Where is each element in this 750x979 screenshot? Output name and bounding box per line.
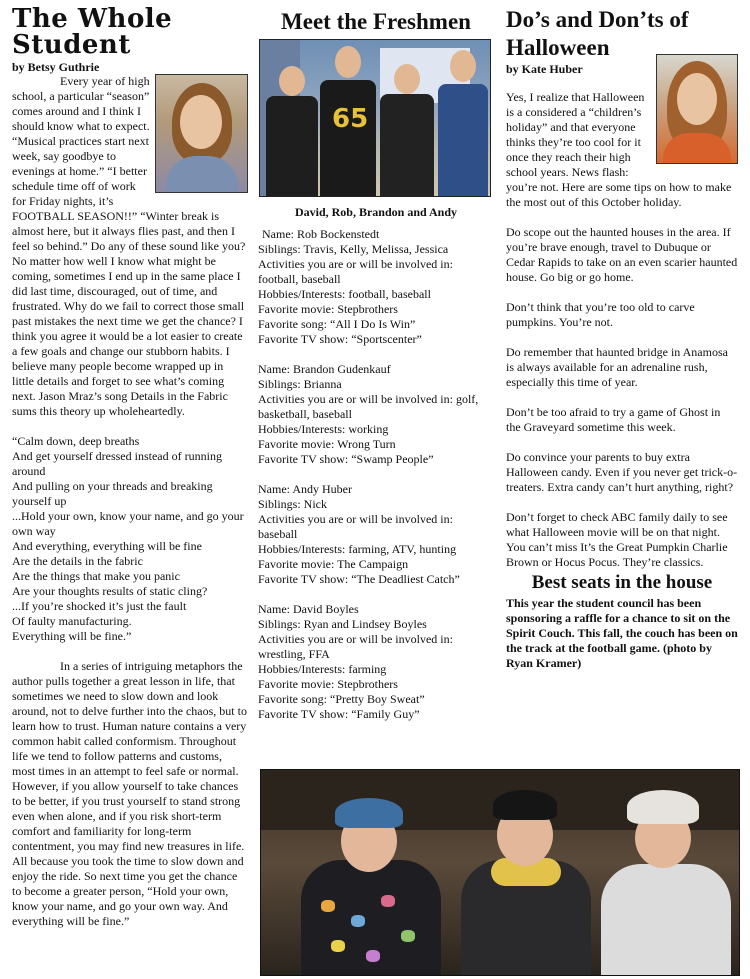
headline-freshmen: Meet the Freshmen [281, 9, 471, 34]
tip: Don’t forget to check ABC family daily to see what Halloween movie will be on that night. You can’t miss It’s the Great Pumpkin Charlie Brown or Hocus Pocus. They’re classics. [506, 510, 728, 569]
photo-betsy-guthrie [155, 74, 248, 193]
box-title-best-seats: Best seats in the house [531, 572, 713, 593]
profile-andy: Name: Andy Huber Siblings: Nick Activities you are or will be involved in: baseball Hobbies/Interests: farming, ATV, hunting Favorite movie: The Campaign Favorite TV show: “The Deadliest Catch” [258, 482, 460, 586]
profile-rob: Name: Rob Bockenstedt Siblings: Travis, Kelly, Melissa, Jessica Activities you are or will be involved in: football, baseball Hobbies/Interests: football, baseball Favorite movie: Stepbrothers Favorite song: “All I Do Is Win” Favorite TV show: “Sportscenter” [258, 227, 453, 346]
lyric-line: ...Hold your own, know your name, and go your own way [12, 509, 244, 538]
lyric-line: And pulling on your threads and breaking yourself up [12, 479, 213, 508]
tip: Don’t be too afraid to try a game of Ghost in the Graveyard sometime this week. [506, 405, 721, 434]
photo-caption-freshmen: David, Rob, Brandon and Andy [294, 205, 458, 219]
byline-betsy: by Betsy Guthrie [12, 60, 100, 74]
photo-spirit-couch [260, 769, 740, 976]
paragraph: In a series of intriguing metaphors the author pulls together a great lesson in life, that sometimes we need to slow down and look around, not to delve further into the chaos, but to learn how to trust. Human nature contains a very common habit called conformism. Throughout life we tend to follow patterns and customs, most times in an attempt to feel safe or normal. However, if you allow yourself to take chances to be better, if you trust yourself to stand strong even when alone, and if you risk short-term comfort and familiarity for long-term contentment, you may find new treasures in life. All because you took the time to slow down and enjoy the ride. So next time you get the chance to become a greater person, “Hold your own, know your name, and go your own way. And everything will be fine.” [12, 659, 247, 928]
tip: Do remember that haunted bridge in Anamosa is always available for an adrenaline rush, especially this time of year. [506, 345, 728, 389]
article-halloween [506, 0, 738, 671]
tip: Do scope out the haunted houses in the area. If you’re brave enough, travel to Dubuque or Cedar Rapids to take on an even scarier haunted house. Go big or go home. [506, 225, 738, 284]
jersey-number: 65 [332, 104, 369, 134]
song-lyrics [12, 434, 248, 644]
article-whole-student [12, 0, 248, 929]
headline-halloween: Do’s and Don’ts of Halloween [506, 7, 689, 60]
article-freshmen [258, 0, 494, 722]
box-caption-spirit-couch: This year the student council has been sponsoring a raffle for a chance to sit on the Spirit Couch. This fall, the couch has been on the track at the football game. (photo by Ryan Kramer) [506, 596, 738, 670]
lyric-line: And get yourself dressed instead of running around [12, 449, 222, 478]
paragraph: Every year of high school, a particular “season” comes around and I think I should know what to expect. “Musical practices start next week, say goodbye to evenings at home.” “I better schedule time off of work for Friday nights, it’s FOOTBALL SEASON!!” “Winter break is almost here, but it always flies past, and then I feel so behind.” Do any of these sound like you? No matter how well I know what might be coming, sometimes I end up in the same place I did last time, discouraged, out of time, and frustrated. Why do we fail to correct those small past mistakes the next time we get the chance? I think you agree it would be a lot easier to create a few goals and change our stubborn habits. I believe many people become wrapped up in little details and forget to see what’s coming next. Jason Mraz’s song Details in the Fabric sums this theory up wholeheartedly. [12, 74, 246, 418]
lyric-line: Of faulty manufacturing. [12, 614, 132, 628]
lyric-line: And everything, everything will be fine [12, 539, 202, 553]
profile-brandon: Name: Brandon Gudenkauf Siblings: Brianna Activities you are or will be involved in: golf, basketball, baseball Hobbies/Interests: working Favorite movie: Wrong Turn Favorite TV show: “Swamp People” [258, 362, 479, 466]
headline-whole-student: The Whole Student [12, 4, 173, 60]
tip: Don’t think that you’re too old to carve pumpkins. You’re not. [506, 300, 695, 329]
photo-kate-huber [656, 54, 738, 164]
photo-freshmen-group [259, 39, 491, 197]
lyric-line: “Calm down, deep breaths [12, 434, 140, 448]
lyric-line: ...If you’re shocked it’s just the fault [12, 599, 187, 613]
byline-kate: by Kate Huber [506, 62, 583, 76]
profile-david: Name: David Boyles Siblings: Ryan and Lindsey Boyles Activities you are or will be involved in: wrestling, FFA Hobbies/Interests: farming Favorite movie: Stepbrothers Favorite song: “Pretty Boy Sweat” Favorite TV show: “Family Guy” [258, 602, 453, 721]
lyric-line: Are your thoughts results of static cling? [12, 584, 208, 598]
lyric-line: Are the details in the fabric [12, 554, 143, 568]
paragraph: Yes, I realize that Halloween is a considered a “children’s holiday” and that everyone thinks they’re too cool for it once they reach their high school years. News flash: you’re not. Here are some tips on how to make the most out of this October holiday. [506, 90, 732, 209]
lyric-line: Everything will be fine.” [12, 629, 132, 643]
tip: Do convince your parents to buy extra Halloween candy. Even if you never get trick-o-treaters. Extra candy can’t hurt anything, right? [506, 450, 738, 494]
lyric-line: Are the things that make you panic [12, 569, 180, 583]
